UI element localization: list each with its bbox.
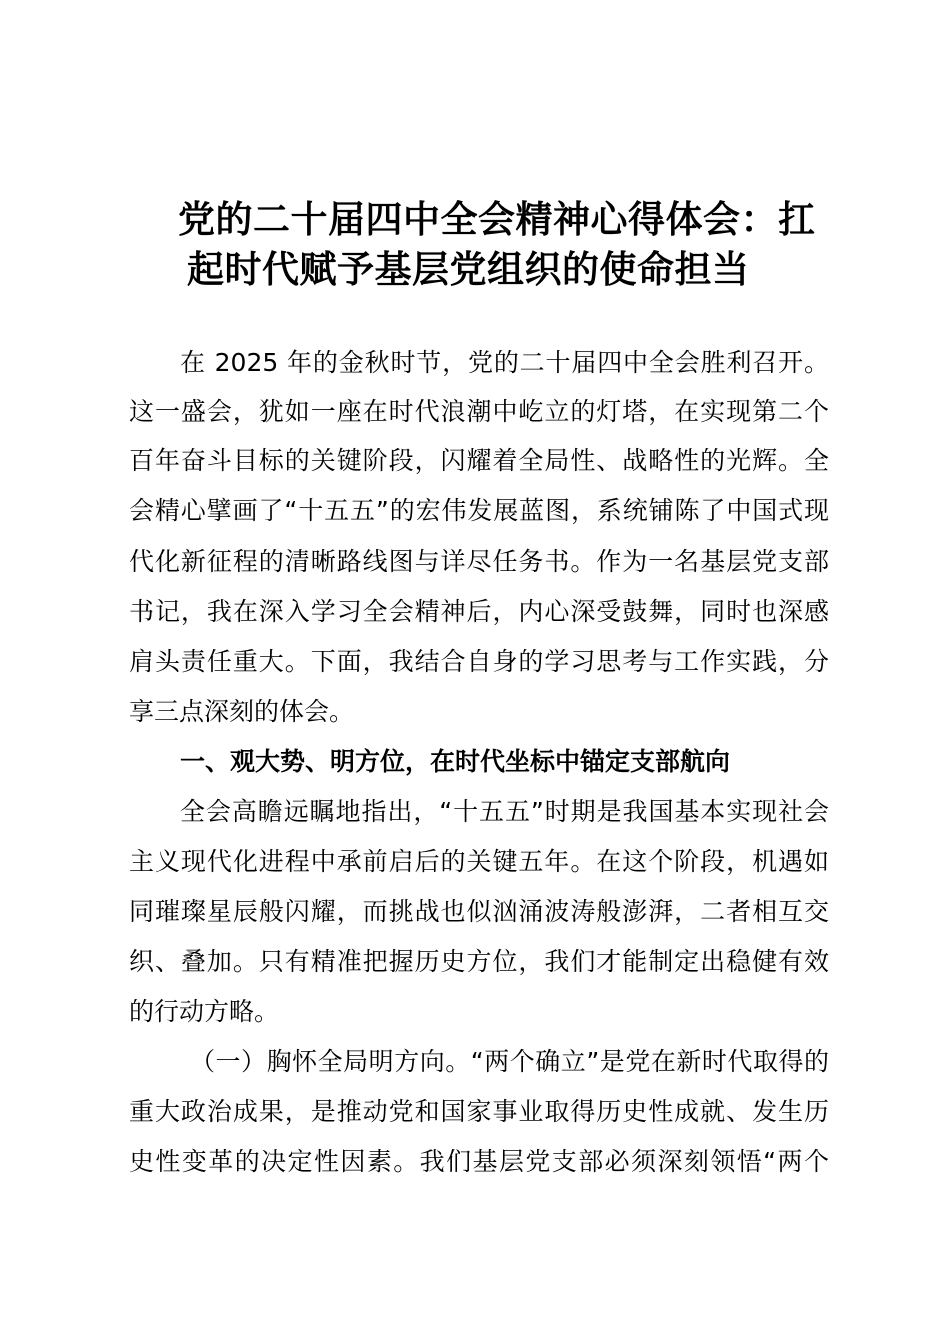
intro-paragraph-line-6: 书记，我在深入学习全会精神后，内心深受鼓舞，同时也深感 <box>129 597 829 626</box>
subsection-1-paragraph-line-2: 重大政治成果，是推动党和国家事业取得历史性成就、发生历 <box>129 1097 829 1126</box>
section-1-paragraph-line-3: 同璀璨星辰般闪耀，而挑战也似汹涌波涛般澎湃，二者相互交 <box>129 897 829 926</box>
intro-paragraph-line-2: 这一盛会，犹如一座在时代浪潮中屹立的灯塔，在实现第二个 <box>129 397 829 426</box>
intro-paragraph-line-3: 百年奋斗目标的关键阶段，闪耀着全局性、战略性的光辉。全 <box>129 446 829 475</box>
intro-paragraph-line-7: 肩头责任重大。下面，我结合自身的学习思考与工作实践，分 <box>129 647 829 676</box>
subsection-1-paragraph-line-1: （一）胸怀全局明方向。“两个确立”是党在新时代取得的 <box>190 1047 829 1076</box>
section-1-heading: 一、观大势、明方位，在时代坐标中锚定支部航向 <box>180 747 731 776</box>
section-1-paragraph-line-2: 主义现代化进程中承前启后的关键五年。在这个阶段，机遇如 <box>129 847 829 876</box>
intro-paragraph-line-4: 会精心擘画了“十五五”的宏伟发展蓝图，系统铺陈了中国式现 <box>129 496 829 525</box>
intro-paragraph-line-8: 享三点深刻的体会。 <box>129 697 355 726</box>
section-1-paragraph-line-5: 的行动方略。 <box>129 997 280 1026</box>
document-title-line-1: 党的二十届四中全会精神心得体会：扛 <box>178 198 816 241</box>
section-1-paragraph-line-4: 织、叠加。只有精准把握历史方位，我们才能制定出稳健有效 <box>129 947 829 976</box>
document-title-line-2: 起时代赋予基层党组织的使命担当 <box>187 248 750 291</box>
intro-paragraph-line-1: 在 2025 年的金秋时节，党的二十届四中全会胜利召开。 <box>180 348 829 377</box>
section-1-paragraph-line-1: 全会高瞻远瞩地指出，“十五五”时期是我国基本实现社会 <box>180 797 829 826</box>
intro-paragraph-line-5: 代化新征程的清晰路线图与详尽任务书。作为一名基层党支部 <box>129 547 829 576</box>
subsection-1-paragraph-line-3: 史性变革的决定性因素。我们基层党支部必须深刻领悟“两个 <box>129 1147 829 1176</box>
